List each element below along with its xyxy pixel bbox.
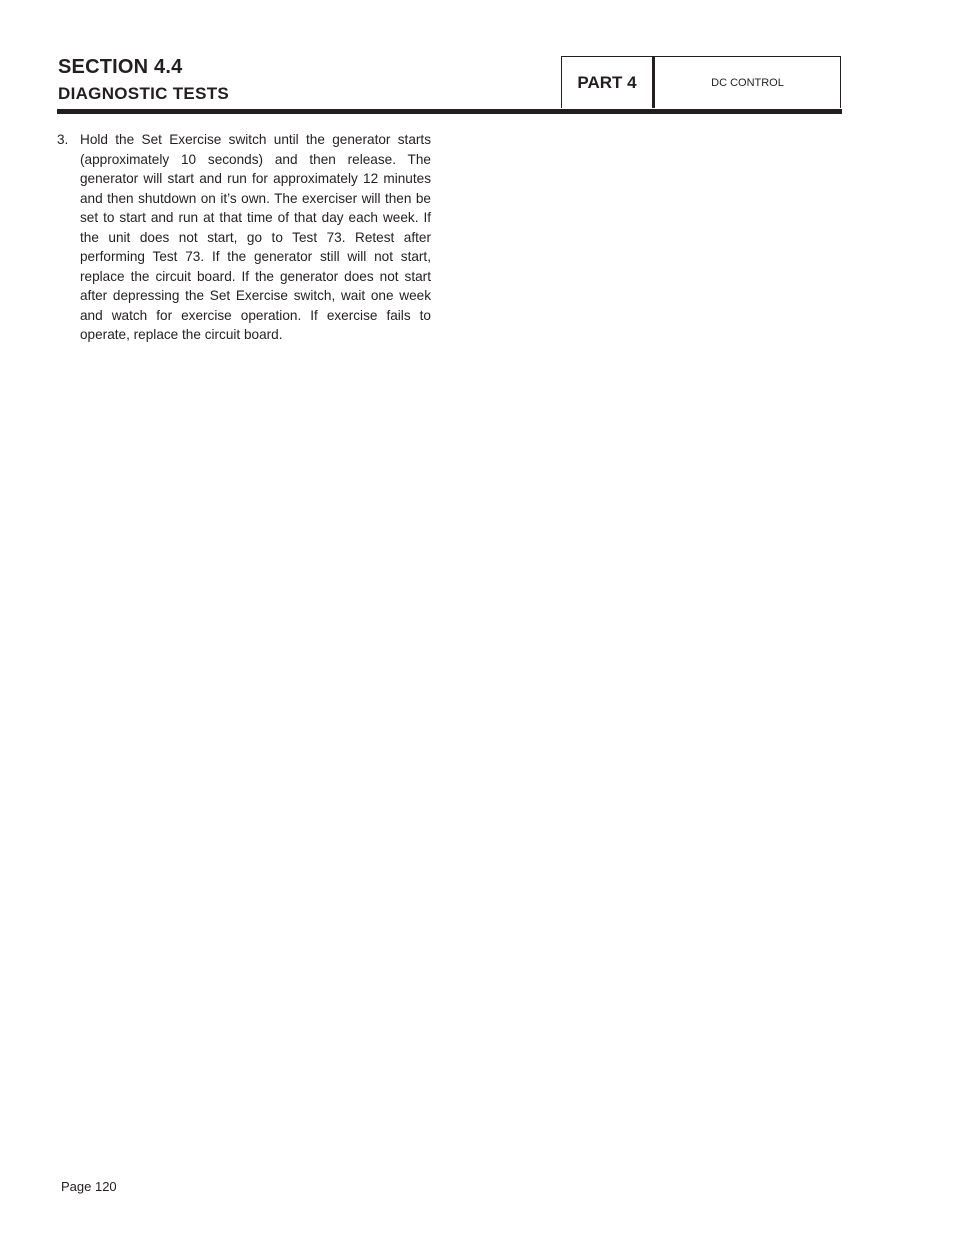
part-description-box [653,56,841,108]
list-item-text: Hold the Set Exercise switch until the generator starts (approximately 10 seconds) and then release. The generator will start and run for approximately 12 minutes and then shutdown on it’s own. The exerciser will then be set to start and run at that time of that day each week. If the unit does not start, go to Test 73. Retest after performing Test 73. If the generator still will not start, replace the circuit board. If the generator does not start after depressing the Set Exercise switch, wait one week and watch for exercise operation. If exercise fails to operate, replace the circuit board. [80,132,431,342]
body-content [57,130,431,345]
part-label-box [561,56,653,108]
part-description: DC CONTROL [711,76,784,89]
page-header [57,56,842,115]
section-title: SECTION 4.4 [58,56,183,78]
part-label: PART 4 [577,72,637,92]
header-divider [57,109,842,114]
list-item-number: 3. [57,132,69,147]
section-subtitle: DIAGNOSTIC TESTS [58,84,230,103]
list-item [57,130,431,345]
page-number: Page 120 [61,1179,117,1194]
